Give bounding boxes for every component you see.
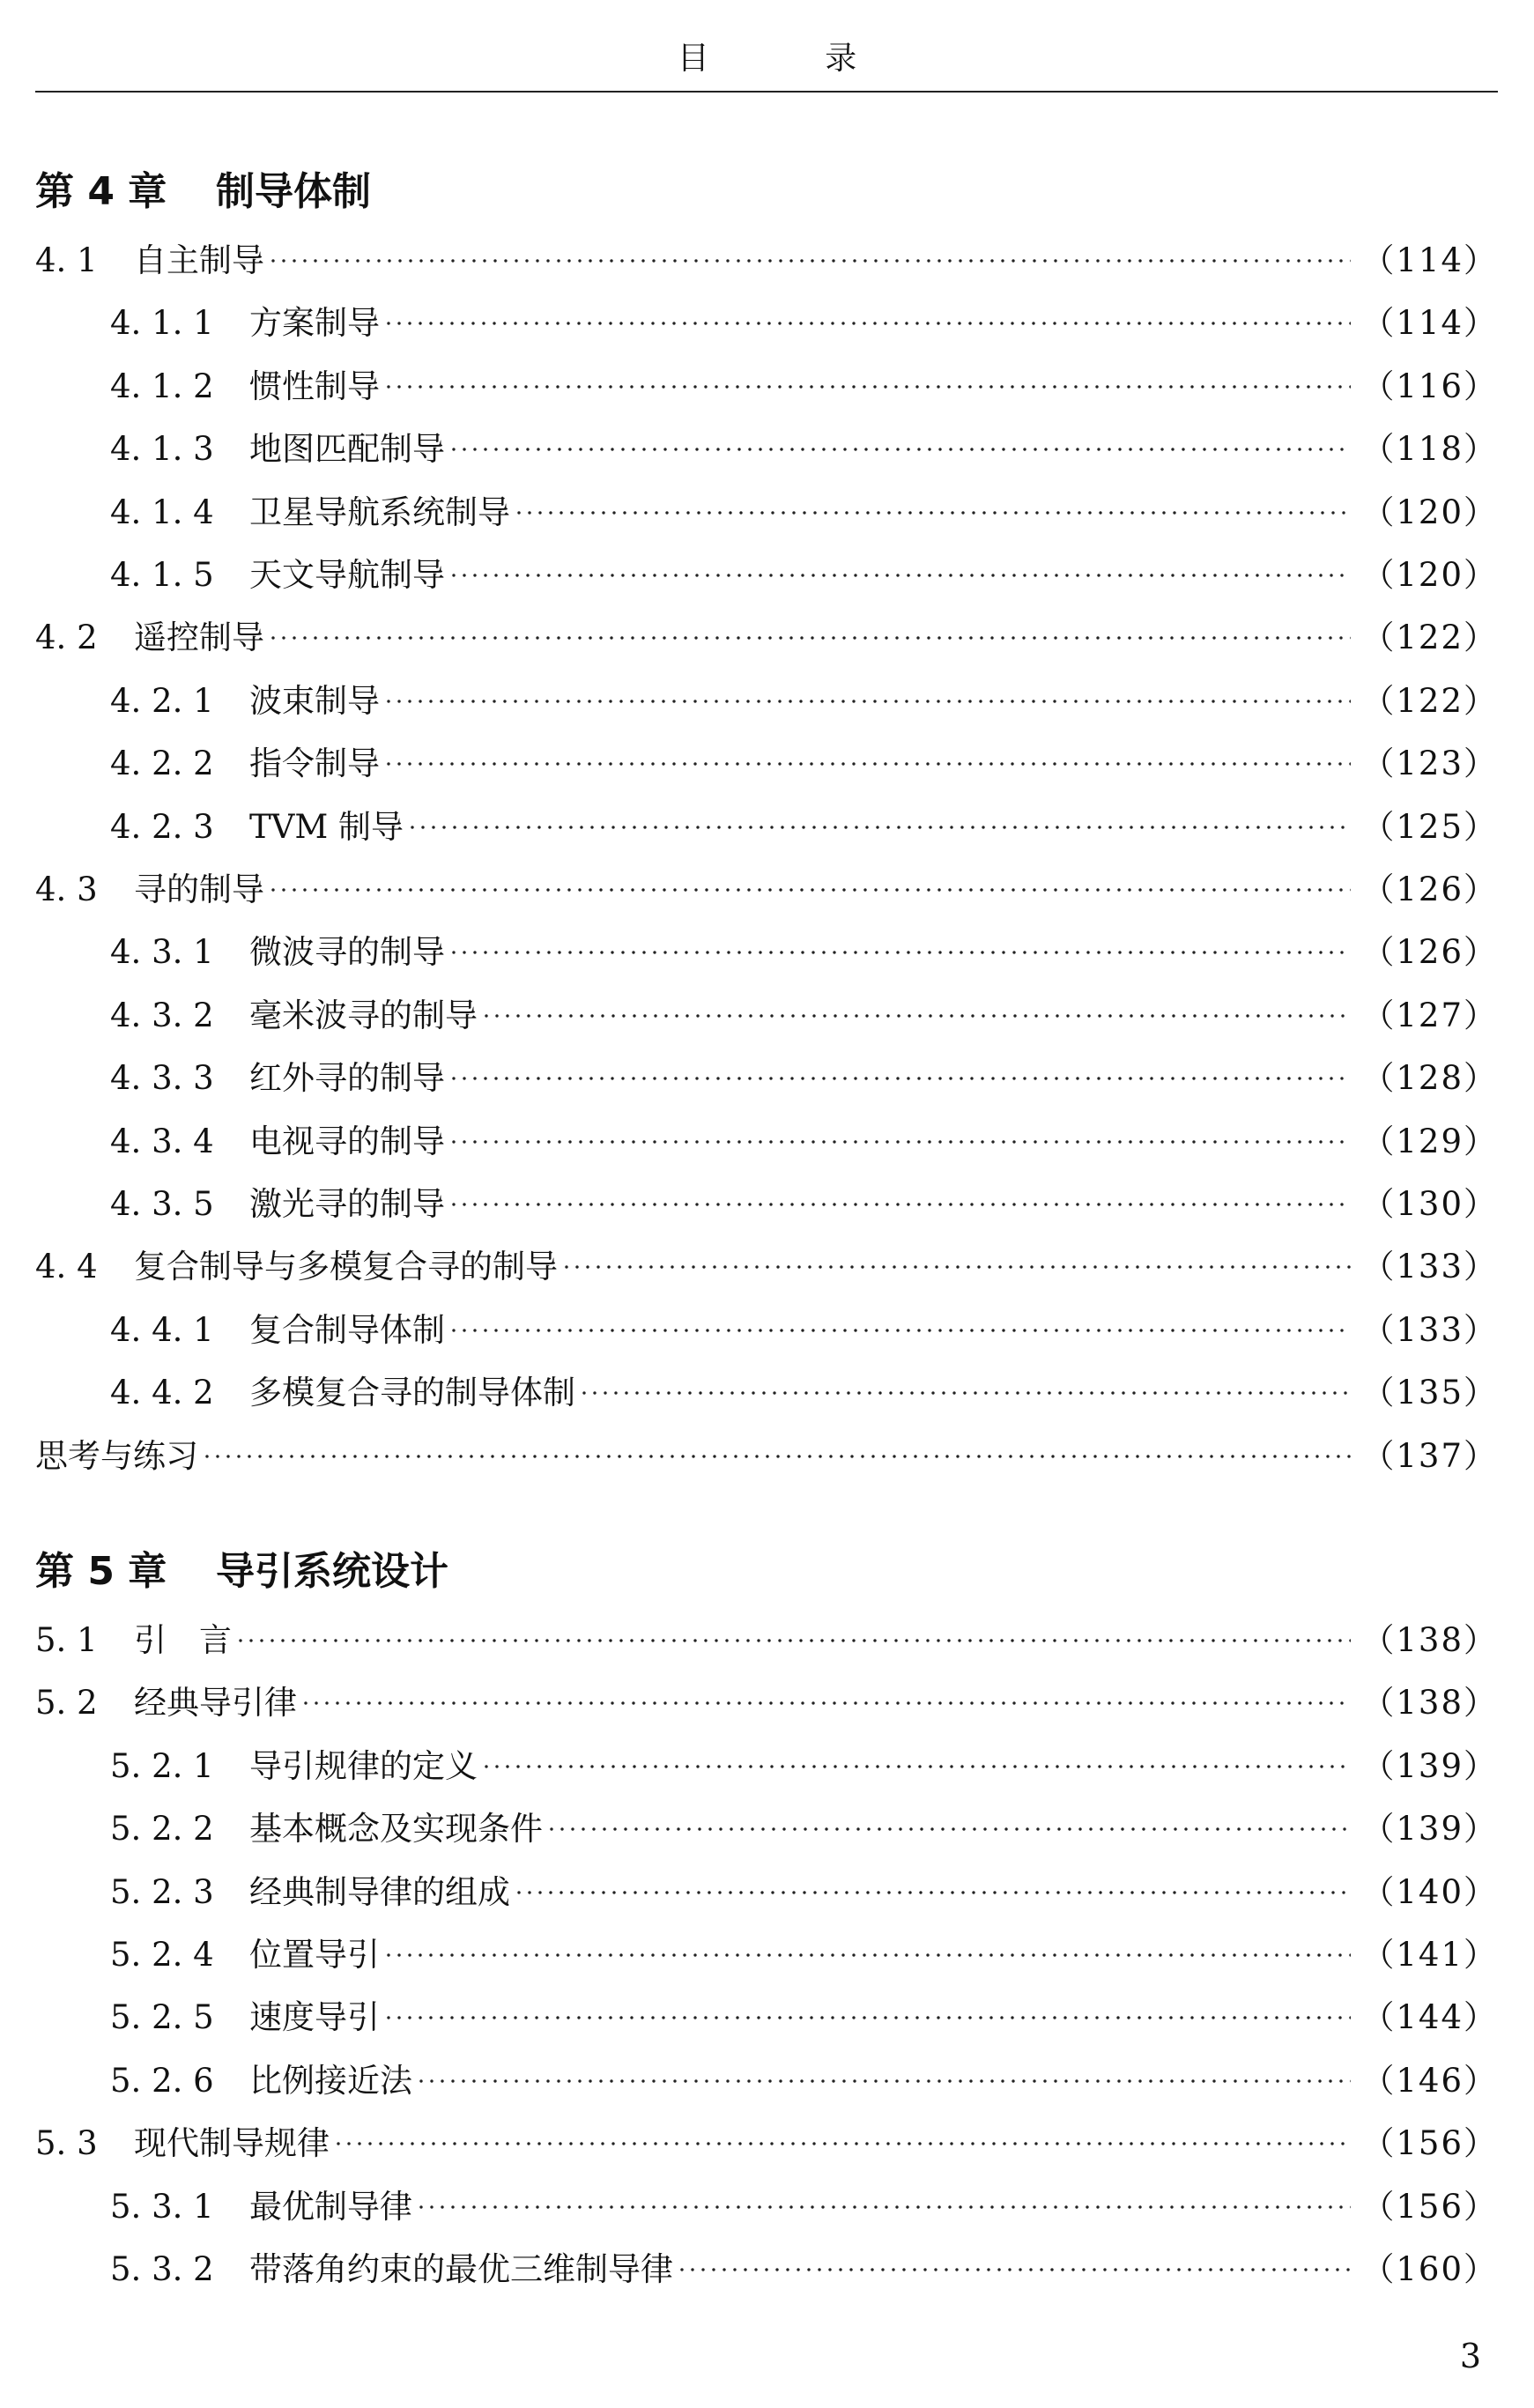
entry-number: 4. 1. 3: [110, 430, 214, 468]
toc-section-entry[interactable]: [35, 868, 1498, 912]
entry-title: 基本概念及实现条件: [249, 1810, 543, 1848]
entry-title: 指令制导: [249, 745, 380, 782]
entry-number: 4. 3. 2: [110, 997, 214, 1034]
entry-title: 复合制导体制: [249, 1311, 445, 1349]
chapter-title: 导引系统设计: [216, 1549, 448, 1594]
entry-page-number: （146）: [1361, 2062, 1498, 2100]
entry-number: 5. 1: [35, 1621, 98, 1659]
dot-leader: [383, 1952, 1351, 1958]
toc-subsection-entry[interactable]: [35, 742, 1498, 786]
toc-subsection-entry[interactable]: [35, 1308, 1498, 1352]
dot-leader: [383, 384, 1351, 389]
entry-title: 位置导引: [249, 1936, 380, 1974]
dot-leader: [579, 1390, 1351, 1396]
entry-title: 带落角约束的最优三维制导律: [249, 2250, 673, 2288]
entry-number: 4. 1: [35, 241, 98, 279]
toc-section-entry[interactable]: [35, 2122, 1498, 2166]
chapter-heading: [35, 166, 371, 219]
toc-subsection-entry[interactable]: [35, 1933, 1498, 1977]
entry-title: 经典导引律: [134, 1684, 297, 1722]
entry-number: 5. 2. 4: [110, 1936, 214, 1974]
toc-section-entry[interactable]: [35, 239, 1498, 283]
entry-number: 5. 3. 1: [110, 2188, 214, 2226]
toc-section-entry[interactable]: [35, 1681, 1498, 1725]
toc-subsection-entry[interactable]: [35, 1182, 1498, 1226]
toc-subsection-entry[interactable]: [35, 2185, 1498, 2229]
entry-page-number: （141）: [1361, 1936, 1498, 1974]
dot-leader: [448, 447, 1351, 452]
toc-subsection-entry[interactable]: [35, 930, 1498, 974]
entry-number: 4. 1. 4: [110, 493, 214, 531]
toc-section-entry[interactable]: [35, 1619, 1498, 1663]
entry-number: 4. 4: [35, 1248, 98, 1286]
toc-subsection-entry[interactable]: [35, 1871, 1498, 1915]
entry-page-number: （140）: [1361, 1873, 1498, 1911]
entry-page-number: （160）: [1361, 2250, 1498, 2288]
entry-page-number: （122）: [1361, 619, 1498, 656]
entry-title: TVM 制导: [249, 808, 404, 846]
dot-leader: [514, 510, 1351, 515]
toc-subsection-entry[interactable]: [35, 553, 1498, 597]
entry-number: 4. 4. 2: [110, 1374, 214, 1411]
toc-subsection-entry[interactable]: [35, 805, 1498, 849]
entry-number: 4. 4. 1: [110, 1311, 214, 1349]
toc-subsection-entry[interactable]: [35, 491, 1498, 535]
entry-title: 经典制导律的组成: [249, 1873, 510, 1911]
toc-subsection-entry[interactable]: [35, 994, 1498, 1038]
dot-leader: [514, 1890, 1351, 1895]
entry-title: 红外寻的制导: [249, 1059, 445, 1097]
entry-page-number: （156）: [1361, 2124, 1498, 2162]
entry-title: 现代制导规律: [134, 2124, 330, 2162]
dot-leader: [383, 761, 1351, 767]
dot-leader: [481, 1013, 1351, 1019]
toc-section-entry[interactable]: [35, 1245, 1498, 1289]
entry-page-number: （125）: [1361, 808, 1498, 846]
entry-page-number: （139）: [1361, 1747, 1498, 1785]
dot-leader: [416, 2078, 1351, 2084]
entry-page-number: （114）: [1361, 304, 1498, 342]
entry-number: 4. 2. 2: [110, 745, 214, 782]
dot-leader: [416, 2204, 1351, 2210]
entry-title: 思考与练习: [35, 1437, 198, 1475]
entry-page-number: （123）: [1361, 745, 1498, 782]
entry-page-number: （138）: [1361, 1684, 1498, 1722]
entry-page-number: （127）: [1361, 997, 1498, 1034]
toc-subsection-entry[interactable]: [35, 1120, 1498, 1164]
entry-title: 地图匹配制导: [249, 430, 445, 468]
entry-page-number: （120）: [1361, 556, 1498, 594]
entry-title: 速度导引: [249, 1998, 380, 2036]
entry-page-number: （135）: [1361, 1374, 1498, 1411]
dot-leader: [383, 699, 1351, 704]
toc-exercise-entry[interactable]: [35, 1434, 1498, 1478]
entry-page-number: （133）: [1361, 1311, 1498, 1349]
entry-title: 寻的制导: [134, 871, 264, 908]
entry-number: 4. 3. 1: [110, 933, 214, 971]
chapter-title: 制导体制: [216, 169, 371, 214]
entry-number: 4. 2: [35, 619, 98, 656]
chapter-number: 第 5 章: [35, 1549, 167, 1594]
dot-leader: [448, 1202, 1351, 1207]
entry-number: 4. 1. 5: [110, 556, 214, 594]
dot-leader: [268, 887, 1351, 893]
toc-subsection-entry[interactable]: [35, 427, 1498, 471]
dot-leader: [268, 635, 1351, 641]
entry-number: 5. 2. 2: [110, 1810, 214, 1848]
entry-title: 引 言: [134, 1621, 232, 1659]
entry-number: 4. 3: [35, 871, 98, 908]
entry-title: 复合制导与多模复合寻的制导: [134, 1248, 558, 1286]
entry-title: 导引规律的定义: [249, 1747, 478, 1785]
entry-page-number: （118）: [1361, 430, 1498, 468]
dot-leader: [300, 1700, 1351, 1706]
entry-title: 天文导航制导: [249, 556, 445, 594]
toc-subsection-entry[interactable]: [35, 2059, 1498, 2103]
entry-page-number: （130）: [1361, 1185, 1498, 1223]
entry-title: 电视寻的制导: [249, 1122, 445, 1160]
dot-leader: [546, 1826, 1351, 1832]
entry-number: 4. 3. 4: [110, 1122, 214, 1160]
entry-page-number: （156）: [1361, 2188, 1498, 2226]
entry-number: 4. 3. 3: [110, 1059, 214, 1097]
entry-title: 比例接近法: [249, 2062, 412, 2100]
toc-section-entry[interactable]: [35, 616, 1498, 660]
toc-subsection-entry[interactable]: [35, 1371, 1498, 1415]
entry-number: 4. 2. 3: [110, 808, 214, 846]
entry-page-number: （114）: [1361, 241, 1498, 279]
entry-page-number: （126）: [1361, 933, 1498, 971]
entry-title: 最优制导律: [249, 2188, 412, 2226]
entry-title: 遥控制导: [134, 619, 264, 656]
entry-title: 多模复合寻的制导体制: [249, 1374, 575, 1411]
chapter-number: 第 4 章: [35, 169, 167, 214]
entry-page-number: （116）: [1361, 367, 1498, 405]
entry-page-number: （137）: [1361, 1437, 1498, 1475]
entry-number: 4. 1. 2: [110, 367, 214, 405]
entry-page-number: （144）: [1361, 1998, 1498, 2036]
entry-page-number: （138）: [1361, 1621, 1498, 1659]
dot-leader: [383, 2015, 1351, 2020]
dot-leader: [448, 950, 1351, 955]
toc-subsection-entry[interactable]: [35, 301, 1498, 345]
dot-leader: [448, 1139, 1351, 1145]
entry-number: 5. 2. 5: [110, 1998, 214, 2036]
entry-number: 5. 2: [35, 1684, 98, 1722]
dot-leader: [333, 2141, 1351, 2146]
entry-title: 波束制导: [249, 682, 380, 720]
dot-leader: [235, 1638, 1351, 1643]
entry-page-number: （126）: [1361, 871, 1498, 908]
dot-leader: [202, 1454, 1351, 1459]
entry-number: 5. 2. 1: [110, 1747, 214, 1785]
running-head: 目 录: [677, 41, 910, 77]
entry-page-number: （120）: [1361, 493, 1498, 531]
entry-page-number: （128）: [1361, 1059, 1498, 1097]
dot-leader: [383, 321, 1351, 326]
entry-title: 方案制导: [249, 304, 380, 342]
entry-title: 卫星导航系统制导: [249, 493, 510, 531]
entry-title: 毫米波寻的制导: [249, 997, 478, 1034]
dot-leader: [481, 1764, 1351, 1769]
toc-subsection-entry[interactable]: [35, 1056, 1498, 1100]
dot-leader: [407, 825, 1351, 830]
entry-title: 激光寻的制导: [249, 1185, 445, 1223]
entry-page-number: （133）: [1361, 1248, 1498, 1286]
entry-number: 4. 1. 1: [110, 304, 214, 342]
entry-number: 5. 3: [35, 2124, 98, 2162]
entry-number: 5. 2. 6: [110, 2062, 214, 2100]
toc-subsection-entry[interactable]: [35, 1996, 1498, 2040]
entry-title: 惯性制导: [249, 367, 380, 405]
dot-leader: [677, 2267, 1351, 2272]
header-rule: [35, 91, 1498, 93]
dot-leader: [448, 1076, 1351, 1081]
page-number: 3: [1459, 2337, 1481, 2375]
dot-leader: [448, 573, 1351, 578]
entry-page-number: （122）: [1361, 682, 1498, 720]
entry-title: 微波寻的制导: [249, 933, 445, 971]
toc-subsection-entry[interactable]: [35, 365, 1498, 409]
dot-leader: [268, 258, 1351, 263]
toc-subsection-entry[interactable]: [35, 2248, 1498, 2292]
entry-title: 自主制导: [134, 241, 264, 279]
dot-leader: [561, 1264, 1351, 1270]
toc-subsection-entry[interactable]: [35, 1745, 1498, 1789]
chapter-heading: [35, 1545, 448, 1598]
entry-number: 4. 3. 5: [110, 1185, 214, 1223]
entry-page-number: （139）: [1361, 1810, 1498, 1848]
entry-number: 5. 2. 3: [110, 1873, 214, 1911]
entry-page-number: （129）: [1361, 1122, 1498, 1160]
toc-subsection-entry[interactable]: [35, 1807, 1498, 1851]
dot-leader: [448, 1328, 1351, 1333]
toc-subsection-entry[interactable]: [35, 679, 1498, 723]
entry-number: 5. 3. 2: [110, 2250, 214, 2288]
entry-number: 4. 2. 1: [110, 682, 214, 720]
